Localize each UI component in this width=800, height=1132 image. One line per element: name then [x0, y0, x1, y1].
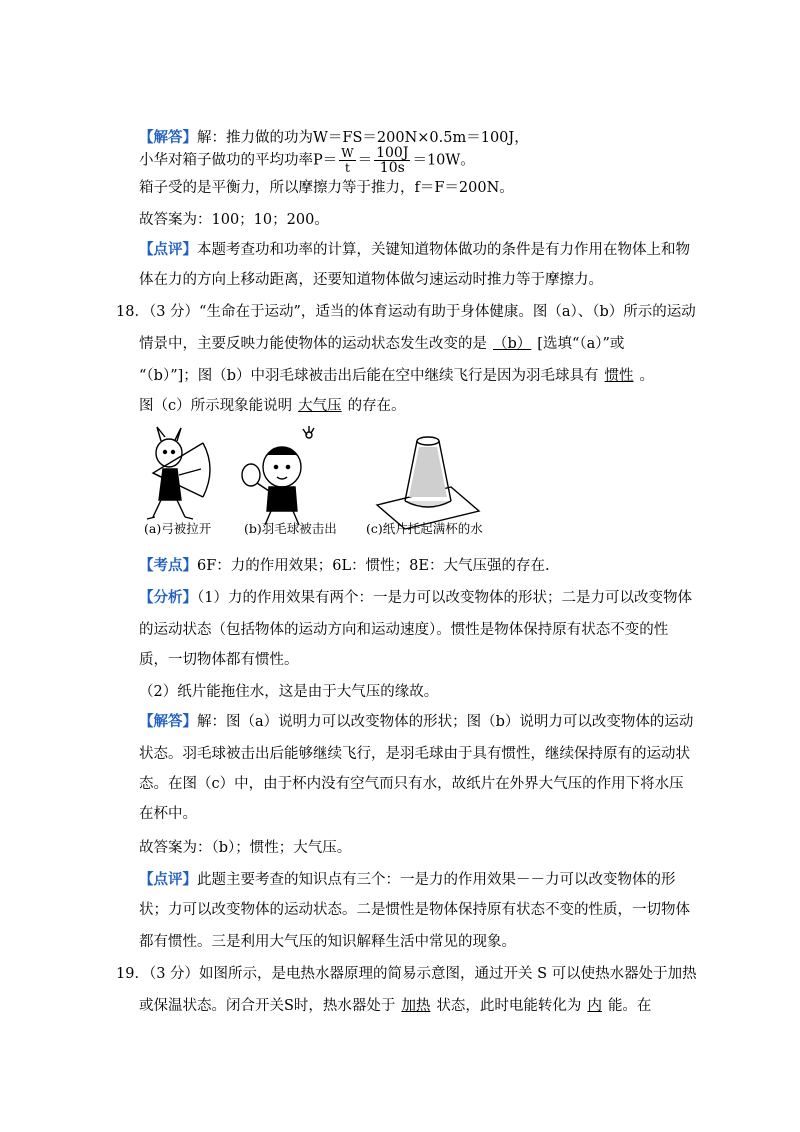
q18-dianping-line-2: 状；力可以改变物体的运动状态。二是惯性是物体保持原有状态不变的性质，一切物体 — [139, 902, 690, 918]
q18-answer-line: 故答案为：（b）；惯性；大气压。 — [139, 840, 352, 856]
q18-dianping-line-1 — [139, 870, 676, 890]
comment-text: 本题考查功和功率的计算，关键知道物体做功的条件是有力作用在物体上和物 — [197, 242, 690, 258]
q18-jieda-line-1 — [139, 712, 693, 732]
caption-b: (b)羽毛球被击出 — [244, 521, 337, 536]
kaodian-tag: 【考点】 — [139, 557, 197, 574]
q19-text: 能。在 — [607, 998, 652, 1014]
prev-comment-line-1 — [139, 240, 690, 260]
fraction-w-over-t — [339, 146, 355, 175]
equals-sign: ＝ — [357, 152, 373, 169]
q18-dianping-line-3: 都有惯性。三是利用大气压的知识解释生活中常见的现象。 — [139, 934, 516, 950]
q18-kaodian-line — [139, 556, 550, 576]
q18-answer-blank-2: 惯性 — [604, 368, 634, 384]
caption-a: (a)弓被拉开 — [144, 521, 212, 536]
kaodian-text: 6F：力的作用效果；6L：惯性；8E：大气压强的存在. — [197, 558, 550, 574]
fenxi-text: （1）力的作用效果有两个：一是力可以改变物体的形状；二是力可以改变物体 — [197, 590, 692, 606]
fraction-numerator: W — [341, 146, 354, 160]
comment-tag: 【点评】 — [139, 241, 197, 258]
q18-stem-line-1: 18．（3 分）“生命在于运动”，适当的体育运动有助于身体健康。图（a）、（b）所示的运动 — [116, 304, 696, 320]
prev-solution-line-2 — [139, 145, 475, 176]
q18-answer-blank-3: 大气压 — [298, 398, 342, 414]
q18-text: 的存在。 — [347, 398, 406, 414]
q18-jieda-line-4: 在杯中。 — [139, 806, 197, 822]
q19-stem-line-1: 19．（3 分）如图所示，是电热水器原理的简易示意图，通过开关 S 可以使热水器处于加热 — [116, 966, 697, 982]
q18-text: 情景中，主要反映力能使物体的运动状态发生改变的是 — [139, 336, 487, 352]
dianping-tag: 【点评】 — [139, 871, 197, 888]
cup-figure — [377, 437, 479, 529]
fenxi-tag: 【分析】 — [139, 589, 197, 606]
q18-fenxi-line-2: 的运动状态（包括物体的运动方向和运动速度）。惯性是物体保持原有状态不变的性 — [139, 622, 669, 638]
q18-jieda-line-3: 态。在图（c）中，由于杯内没有空气而只有水，故纸片在外界大气压的作用下将水压 — [139, 776, 684, 792]
q18-text: “（b）”]；图（b）中羽毛球被击出后能在空中继续飞行是因为羽毛球具有 — [139, 368, 599, 384]
archer-figure — [147, 427, 210, 519]
power-formula-text: 小华对箱子做功的平均功率P＝ — [139, 152, 338, 169]
q18-fenxi-line-3: 质，一切物体都有惯性。 — [139, 652, 299, 668]
q18-answer-blank-1: （b） — [493, 336, 532, 352]
fraction-100j-over-10s — [374, 146, 410, 175]
fraction-numerator: 100J — [376, 145, 409, 161]
badminton-figure — [242, 426, 314, 525]
q18-stem-line-4 — [139, 396, 406, 416]
prev-solution-line-1 — [139, 128, 529, 148]
prev-comment-line-2: 体在力的方向上移动距离，还要知道物体做匀速运动时推力等于摩擦力。 — [139, 272, 603, 288]
caption-c: (c)纸片托起满杯的水 — [366, 521, 483, 536]
q18-jieda-line-2: 状态。羽毛球被击出后能够继续飞行，是羽毛球由于具有惯性，继续保持原有的运动状 — [139, 746, 690, 762]
q18-fenxi-line-4: （2）纸片能拖住水，这是由于大气压的缘故。 — [139, 684, 439, 700]
q18-text: 。 — [639, 368, 655, 384]
jieda-tag: 【解答】 — [139, 713, 197, 730]
q18-text: [选填“（a）”或 — [537, 336, 625, 352]
q19-answer-blank-2: 内 — [587, 998, 602, 1014]
prev-answer-line: 故答案为：100；10；200。 — [139, 212, 329, 228]
q19-text: 或保温状态。闭合开关S时，热水器处于 — [139, 998, 396, 1014]
fraction-denominator: t — [345, 161, 350, 175]
solution-tag: 【解答】 — [139, 129, 197, 146]
q18-fenxi-line-1 — [139, 588, 692, 608]
q18-stem-line-2 — [139, 334, 624, 354]
solution-text: 解：推力做的功为W＝FS＝200N×0.5m＝100J， — [197, 130, 529, 146]
q19-stem-line-2 — [139, 996, 651, 1016]
dianping-text: 此题主要考查的知识点有三个：一是力的作用效果－－力可以改变物体的形 — [197, 872, 676, 888]
power-result: ＝10W。 — [412, 152, 475, 169]
fraction-denominator: 10s — [379, 160, 405, 176]
q19-answer-blank-1: 加热 — [401, 998, 431, 1014]
q18-stem-line-3 — [139, 366, 654, 386]
prev-solution-line-3: 箱子受的是平衡力，所以摩擦力等于推力，f＝F＝200N。 — [139, 180, 514, 196]
jieda-text: 解：图（a）说明力可以改变物体的形状；图（b）说明力可以改变物体的运动 — [197, 714, 694, 730]
q18-text: 图（c）所示现象能说明 — [139, 398, 293, 414]
q19-text: 状态，此时电能转化为 — [436, 998, 582, 1014]
